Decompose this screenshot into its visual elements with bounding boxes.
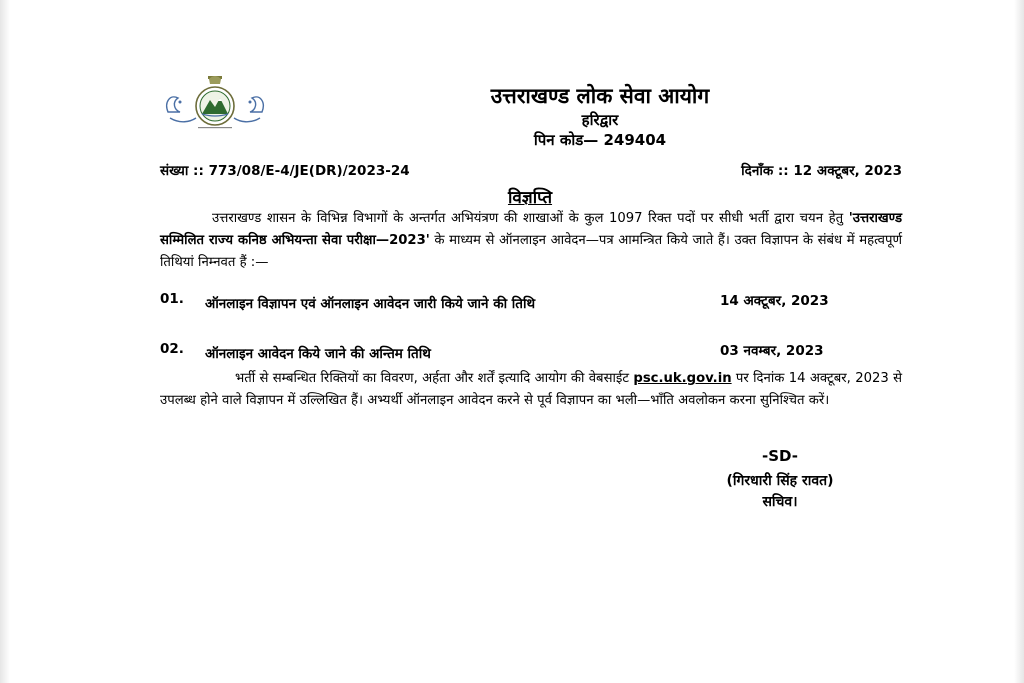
- paragraph2-part2: पर दिनांक 14 अक्टूबर, 2023 से उपलब्ध होने वाले विज्ञापन में उल्लिखित हैं। अभ्यर्थी ऑनलाइन आवेदन करने से पूर्व विज्ञापन का भली—भाँति अवलोकन करना सुनिश्चित करें।: [160, 371, 902, 408]
- reference-date-label: दिनाँक ::: [741, 163, 794, 179]
- notice-paragraph-2: [160, 368, 902, 412]
- paragraph2-part1: भर्ती से सम्बन्धित रिक्तियों का विवरण, अर्हता और शर्तें इत्यादि आयोग की वेबसाईट: [235, 371, 634, 386]
- website-link[interactable]: psc.uk.gov.in: [633, 371, 732, 386]
- commission-city: हरिद्वार: [581, 111, 619, 129]
- signatory-name: (गिरधारी सिंह रावत): [726, 473, 834, 489]
- pin-code: 249404: [603, 131, 667, 149]
- date-row-date: 03 नवम्बर, 2023: [720, 343, 824, 359]
- date-row-number: 01.: [160, 291, 184, 307]
- commission-name: उत्तराखण्ड लोक सेवा आयोग: [490, 84, 710, 108]
- reference-date: [741, 161, 902, 179]
- reference-date-value: 12 अक्टूबर, 2023: [793, 163, 902, 179]
- notice-paragraph-1: [160, 208, 902, 274]
- exam-name: 'उत्तराखण्ड सम्मिलित राज्य कनिष्ठ अभियन्ता सेवा परीक्षा—2023': [160, 211, 902, 248]
- uksc-emblem-icon: [160, 72, 270, 144]
- commission-pin: [360, 130, 840, 150]
- pin-separator: —: [583, 131, 604, 149]
- date-row-description: ऑनलाइन आवेदन किये जाने की अन्तिम तिथि: [205, 346, 431, 362]
- paragraph1-part1: उत्तराखण्ड शासन के विभिन्न विभागों के अन्तर्गत अभियंत्रण की शाखाओं के कुल 1097 रिक्त पदों पर सीधी भर्ती द्वारा चयन हेतु: [212, 211, 849, 226]
- signatory-designation: सचिव।: [762, 494, 798, 510]
- reference-number: [160, 161, 410, 179]
- date-row-number: 02.: [160, 341, 184, 357]
- paragraph1-part2: के माध्यम से ऑनलाइन आवेदन—पत्र आमन्त्रित किये जाते हैं। उक्त विज्ञापन के संबंध में महत्वपूर्ण तिथियां निम्नवत हैं :—: [160, 233, 902, 270]
- notice-title: विज्ञप्ति: [507, 188, 553, 208]
- pin-label: पिन कोड: [533, 131, 584, 149]
- reference-number-label: संख्या ::: [160, 163, 209, 179]
- page-edge-right: [1014, 0, 1024, 683]
- date-row-date: 14 अक्टूबर, 2023: [720, 293, 829, 309]
- date-row-description: ऑनलाइन विज्ञापन एवं ऑनलाइन आवेदन जारी किये जाने की तिथि: [205, 296, 536, 312]
- signature-sd: -SD-: [762, 447, 798, 465]
- reference-number-value: 773/08/E-4/JE(DR)/2023-24: [208, 163, 410, 179]
- page-edge-left: [0, 0, 10, 683]
